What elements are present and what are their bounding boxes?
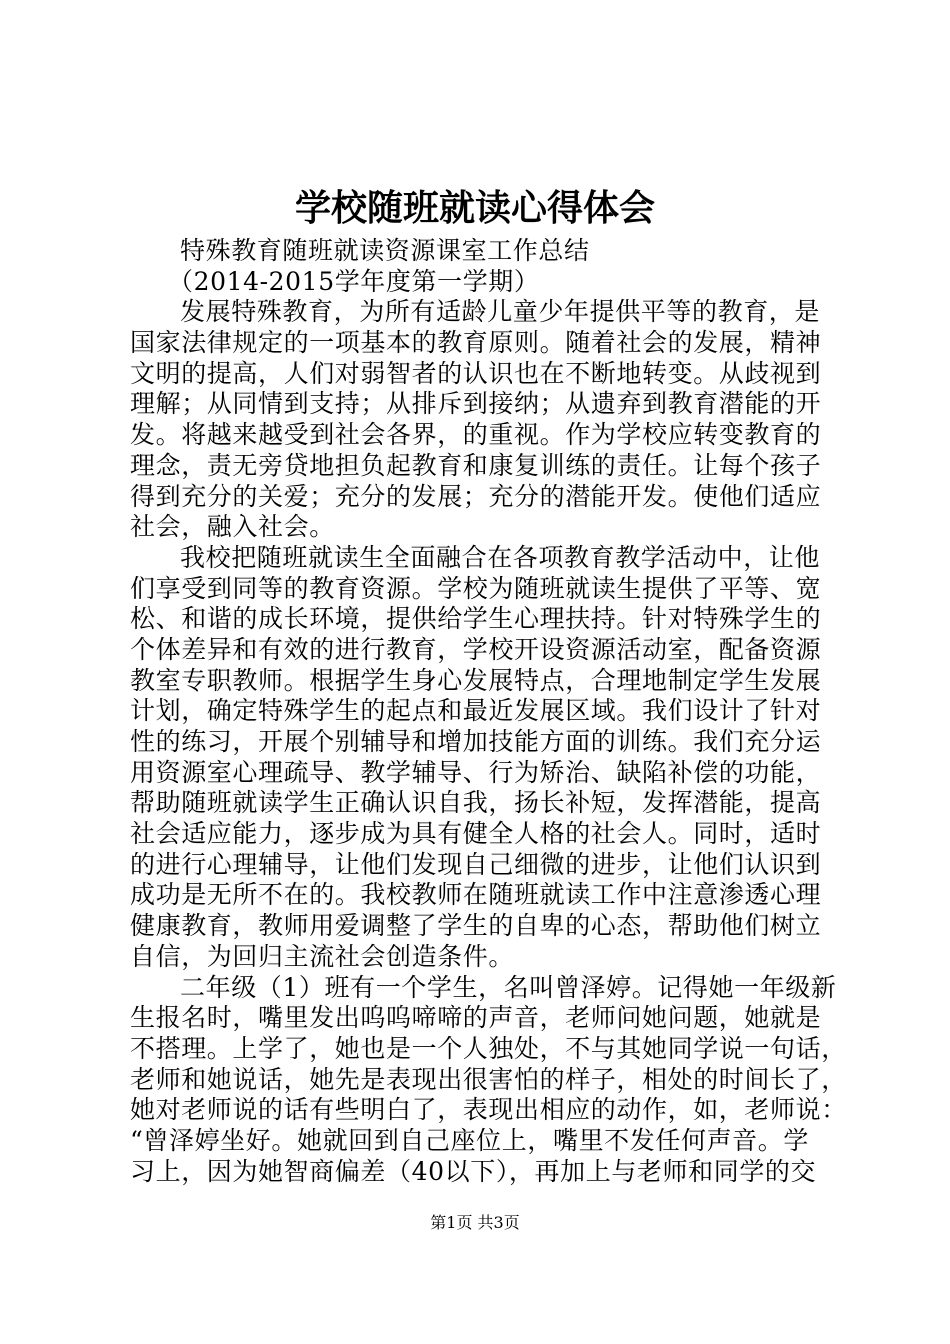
body-line: 计划，确定特殊学生的起点和最近发展区域。我们设计了针对	[130, 696, 822, 726]
body-line: 发。将越来越受到社会各界，的重视。作为学校应转变教育的	[130, 420, 822, 450]
document-body	[130, 236, 847, 1187]
body-line: 不搭理。上学了，她也是一个人独处，不与其她同学说一句话，	[130, 1033, 847, 1063]
page-footer: 第1页 共3页	[430, 1213, 520, 1232]
body-line: 们享受到同等的教育资源。学校为随班就读生提供了平等、宽	[130, 573, 822, 603]
body-line: 理念，责无旁贷地担负起教育和康复训练的责任。让每个孩子	[130, 450, 822, 480]
body-line: 社会适应能力，逐步成为具有健全人格的社会人。同时，适时	[130, 819, 822, 849]
body-line: 成功是无所不在的。我校教师在随班就读工作中注意渗透心理	[130, 880, 822, 910]
term-line: （2014-2015学年度第一学期）	[168, 266, 540, 296]
body-line: 自信，为回归主流社会创造条件。	[130, 941, 515, 971]
body-line: 性的练习，开展个别辅导和增加技能方面的训练。我们充分运	[130, 727, 822, 756]
body-line: 二年级（1）班有一个学生，名叫曾泽婷。记得她一年级新	[180, 972, 837, 1002]
body-text	[130, 297, 847, 1187]
body-line: 理解；从同情到支持；从排斥到接纳；从遗弃到教育潜能的开	[130, 389, 822, 419]
document-title: 学校随班就读心得体会	[294, 187, 655, 229]
body-line: 我校把随班就读生全面融合在各项教育教学活动中，让他	[180, 542, 821, 572]
body-line: “曾泽婷坐好。她就回到自己座位上，嘴里不发任何声音。学	[130, 1125, 809, 1155]
body-line: 老师和她说话，她先是表现出很害怕的样子，相处的时间长了，	[130, 1064, 847, 1094]
body-line: 用资源室心理疏导、教学辅导、行为矫治、缺陷补偿的功能，	[130, 757, 822, 787]
body-line: 发展特殊教育，为所有适龄儿童少年提供平等的教育，是	[180, 297, 821, 327]
body-line: 松、和谐的成长环境，提供给学生心理扶持。针对特殊学生的	[130, 604, 822, 634]
body-line: 的进行心理辅导，让他们发现自己细微的进步，让他们认识到	[130, 849, 822, 879]
body-line: 她对老师说的话有些明白了，表现出相应的动作，如，老师说：	[130, 1095, 847, 1125]
body-line: 教室专职教师。根据学生身心发展特点，合理地制定学生发展	[130, 665, 822, 695]
body-line: 社会，融入社会。	[130, 512, 335, 542]
body-line: 文明的提高，人们对弱智者的认识也在不断地转变。从歧视到	[130, 358, 822, 388]
body-line: 帮助随班就读学生正确认识自我，扬长补短，发挥潜能，提高	[130, 788, 822, 818]
body-line: 习上，因为她智商偏差（40以下），再加上与老师和同学的交	[130, 1156, 817, 1186]
body-line: 生报名时，嘴里发出呜呜啼啼的声音，老师问她问题，她就是	[130, 1003, 822, 1033]
body-line: 个体差异和有效的进行教育，学校开设资源活动室，配备资源	[130, 634, 822, 664]
subtitle-line: 特殊教育随班就读资源课室工作总结	[180, 236, 590, 265]
body-line: 得到充分的关爱；充分的发展；充分的潜能开发。使他们适应	[130, 481, 822, 511]
body-line: 健康教育，教师用爱调整了学生的自卑的心态，帮助他们树立	[130, 911, 822, 941]
body-line: 国家法律规定的一项基本的教育原则。随着社会的发展，精神	[130, 328, 822, 358]
